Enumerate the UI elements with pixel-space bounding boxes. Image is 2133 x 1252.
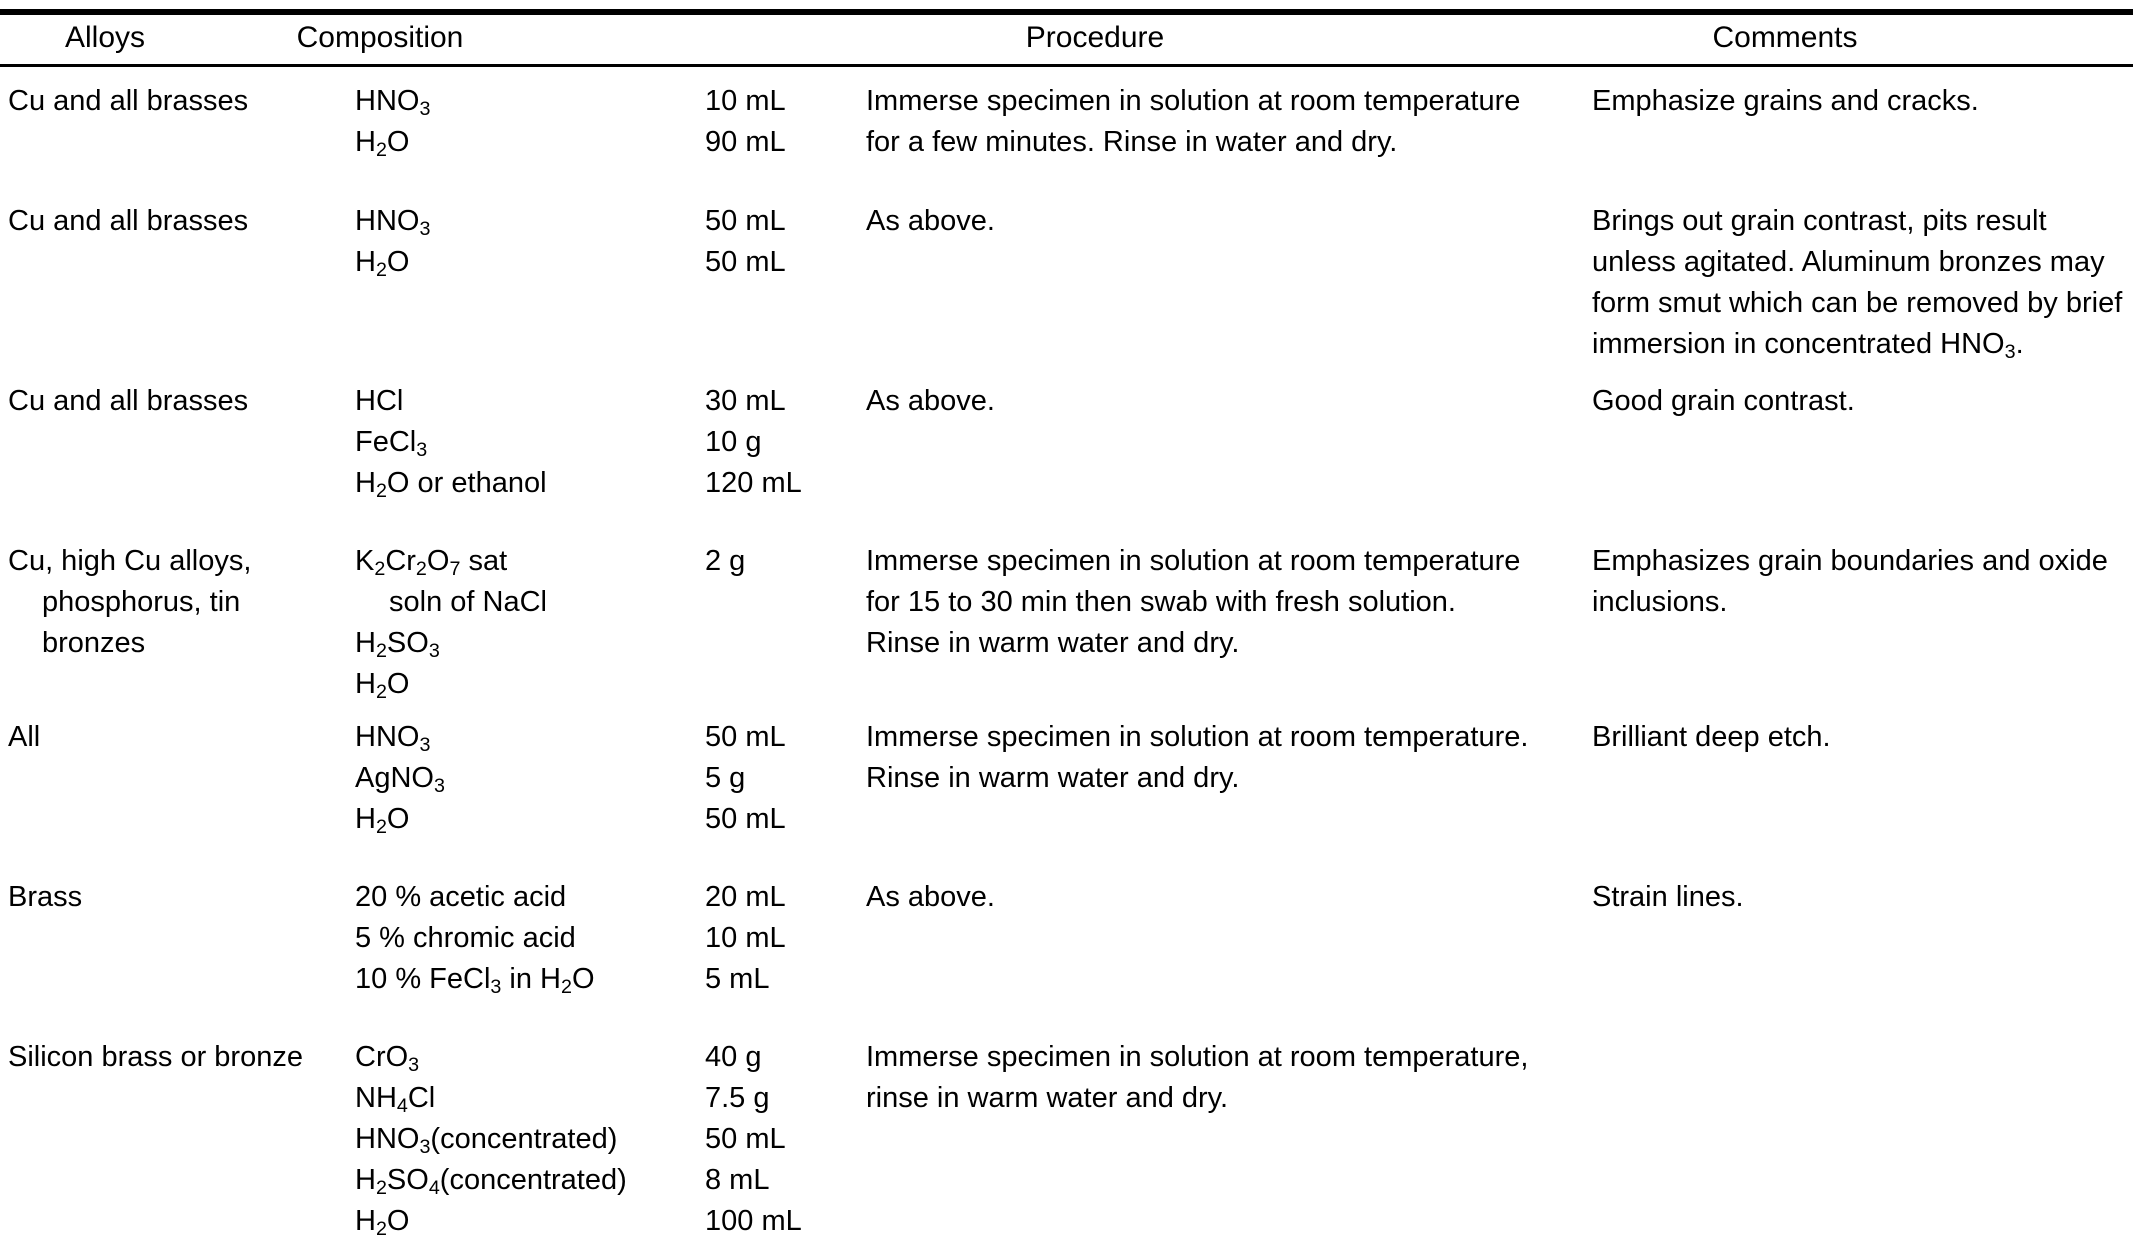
- cell-amount-line: 8 mL: [705, 1164, 770, 1196]
- cell-alloys-line: Brass: [8, 881, 83, 913]
- cell-alloys-line: Cu and all brasses: [8, 385, 249, 417]
- cell-procedure-line: Immerse specimen in solution at room temperature.: [866, 721, 1529, 753]
- cell-procedure: [866, 381, 1566, 422]
- cell-comments: [1592, 201, 2123, 365]
- cell-comments-line: Good grain contrast.: [1592, 385, 1855, 417]
- cell-comments: [1592, 541, 2112, 623]
- cell-reagent-line: soln of NaCl: [389, 586, 547, 618]
- cell-comments-line: unless agitated. Aluminum bronzes may: [1592, 246, 2105, 278]
- cell-alloys: [8, 381, 338, 422]
- cell-procedure-line: Immerse specimen in solution at room temperature: [866, 545, 1521, 577]
- column-header-procedure: Procedure: [1025, 21, 1165, 54]
- cell-amount-line: 2 g: [705, 545, 746, 577]
- cell-comments-line: Brilliant deep etch.: [1592, 721, 1831, 753]
- cell-procedure-line: for 15 to 30 min then swab with fresh solution.: [866, 586, 1456, 618]
- cell-reagent-line: $H_2O$: [355, 246, 410, 282]
- cell-alloys-line: Silicon brass or bronze: [8, 1041, 303, 1073]
- cell-amount-line: 10 mL: [705, 922, 786, 954]
- cell-amount-line: 10 g: [705, 426, 762, 458]
- cell-reagent-line: $H_2O$: [355, 126, 410, 162]
- cell-amount-line: 10 mL: [705, 85, 786, 117]
- cell-procedure: [866, 541, 1566, 664]
- cell-reagent: [355, 81, 685, 163]
- cell-procedure-line: rinse in warm water and dry.: [866, 1082, 1229, 1114]
- cell-procedure-line: As above.: [866, 385, 995, 417]
- cell-comments-line: immersion in concentrated $HNO_3$.: [1592, 328, 2024, 364]
- cell-amount: [705, 541, 855, 582]
- cell-amount: [705, 81, 855, 163]
- cell-amount-line: 5 g: [705, 762, 746, 794]
- cell-amount: [705, 1037, 855, 1242]
- table-top-rule: [0, 9, 2133, 15]
- table-header-row: [0, 18, 2133, 62]
- cell-comments: [1592, 81, 2112, 122]
- cell-amount-line: 20 mL: [705, 881, 786, 913]
- cell-comments-line: Brings out grain contrast, pits result: [1592, 205, 2047, 237]
- cell-reagent-line: 5 % chromic acid: [355, 922, 576, 954]
- column-header-comments: Comments: [1712, 21, 1858, 54]
- cell-procedure-line: Immerse specimen in solution at room temperature,: [866, 1041, 1529, 1073]
- cell-amount-line: 50 mL: [705, 246, 786, 278]
- table-header-rule: [0, 64, 2133, 67]
- cell-reagent-line: $HNO_3(concentrated)$: [355, 1123, 618, 1159]
- cell-comments: [1592, 381, 2112, 422]
- cell-alloys: [8, 877, 338, 918]
- cell-reagent-line: $NH_4Cl$: [355, 1082, 436, 1118]
- cell-reagent-line: FeCl$_3$: [355, 426, 428, 462]
- cell-comments-line: Strain lines.: [1592, 881, 1744, 913]
- cell-reagent-line: $H_2O$: [355, 668, 410, 704]
- cell-procedure-line: Rinse in warm water and dry.: [866, 762, 1240, 794]
- cell-reagent-line: $H_2O$: [355, 1205, 410, 1241]
- column-header-composition: Composition: [296, 21, 464, 54]
- cell-reagent-line: HCl: [355, 385, 404, 417]
- cell-alloys: [8, 1037, 338, 1078]
- cell-reagent-line: 20 % acetic acid: [355, 881, 567, 913]
- table-row: [0, 717, 2133, 877]
- cell-amount-line: 120 mL: [705, 467, 802, 499]
- table-row: [0, 201, 2133, 381]
- cell-comments-line: Emphasize grains and cracks.: [1592, 85, 1979, 117]
- cell-reagent-line: $H_2O$ or ethanol: [355, 467, 547, 503]
- table-row: [0, 381, 2133, 541]
- cell-procedure-line: for a few minutes. Rinse in water and dry.: [866, 126, 1398, 158]
- column-header-alloys: Alloys: [64, 21, 146, 54]
- cell-amount: [705, 201, 855, 283]
- cell-reagent: [355, 201, 685, 283]
- cell-comments-line: inclusions.: [1592, 586, 1728, 618]
- table-row: [0, 541, 2133, 717]
- cell-alloys: [8, 201, 338, 242]
- table-row: [0, 1037, 2133, 1252]
- cell-amount-line: 50 mL: [705, 1123, 786, 1155]
- cell-alloys: [8, 81, 338, 122]
- cell-amount: [705, 877, 855, 1000]
- cell-reagent-line: CrO$_3$: [355, 1041, 420, 1077]
- cell-amount: [705, 717, 855, 840]
- cell-reagent-line: $H_2SO_4(concentrated)$: [355, 1164, 627, 1200]
- cell-reagent-line: $HNO_3$: [355, 721, 431, 757]
- cell-procedure: [866, 877, 1566, 918]
- cell-procedure: [866, 1037, 1566, 1119]
- cell-reagent-line: $HNO_3$: [355, 205, 431, 241]
- cell-procedure: [866, 201, 1566, 242]
- cell-alloys-line: bronzes: [42, 627, 146, 659]
- cell-comments: [1592, 717, 2112, 758]
- cell-amount-line: 7.5 g: [705, 1082, 770, 1114]
- table-row: [0, 81, 2133, 201]
- cell-procedure-line: Rinse in warm water and dry.: [866, 627, 1240, 659]
- cell-comments-line: Emphasizes grain boundaries and oxide: [1592, 545, 2108, 577]
- cell-amount-line: 50 mL: [705, 721, 786, 753]
- cell-procedure: [866, 717, 1566, 799]
- cell-reagent: [355, 381, 685, 504]
- cell-reagent: [355, 1037, 685, 1242]
- cell-alloys: [8, 717, 338, 758]
- cell-alloys-line: Cu and all brasses: [8, 85, 249, 117]
- cell-procedure-line: As above.: [866, 205, 995, 237]
- cell-alloys-line: Cu, high Cu alloys,: [8, 545, 252, 577]
- cell-reagent-line: $HNO_3$: [355, 85, 431, 121]
- cell-reagent-line: $H_2O$: [355, 803, 410, 839]
- cell-reagent: [355, 877, 685, 1000]
- cell-reagent-line: 10 % FeCl$_3$ in $H_2O$: [355, 963, 595, 999]
- cell-amount-line: 90 mL: [705, 126, 786, 158]
- cell-comments: [1592, 877, 2112, 918]
- cell-procedure-line: Immerse specimen in solution at room temperature: [866, 85, 1521, 117]
- cell-amount-line: 100 mL: [705, 1205, 802, 1237]
- cell-alloys-line: All: [8, 721, 41, 753]
- cell-amount-line: 30 mL: [705, 385, 786, 417]
- cell-alloys-line: phosphorus, tin: [42, 586, 241, 618]
- cell-procedure-line: As above.: [866, 881, 995, 913]
- cell-amount: [705, 381, 855, 504]
- cell-procedure: [866, 81, 1566, 163]
- cell-amount-line: 50 mL: [705, 803, 786, 835]
- cell-amount-line: 50 mL: [705, 205, 786, 237]
- cell-reagent: [355, 717, 685, 840]
- cell-comments-line: form smut which can be removed by brief: [1592, 287, 2123, 319]
- table-row: [0, 877, 2133, 1037]
- cell-reagent-line: AgNO$_3$: [355, 762, 445, 798]
- cell-reagent: [355, 541, 685, 705]
- cell-alloys: [8, 541, 338, 664]
- cell-alloys-line: Cu and all brasses: [8, 205, 249, 237]
- cell-reagent-line: $K_2Cr_2O_7$ sat: [355, 545, 508, 581]
- cell-amount-line: 5 mL: [705, 963, 770, 995]
- cell-amount-line: 40 g: [705, 1041, 762, 1073]
- cell-reagent-line: $H_2SO_3$: [355, 627, 440, 663]
